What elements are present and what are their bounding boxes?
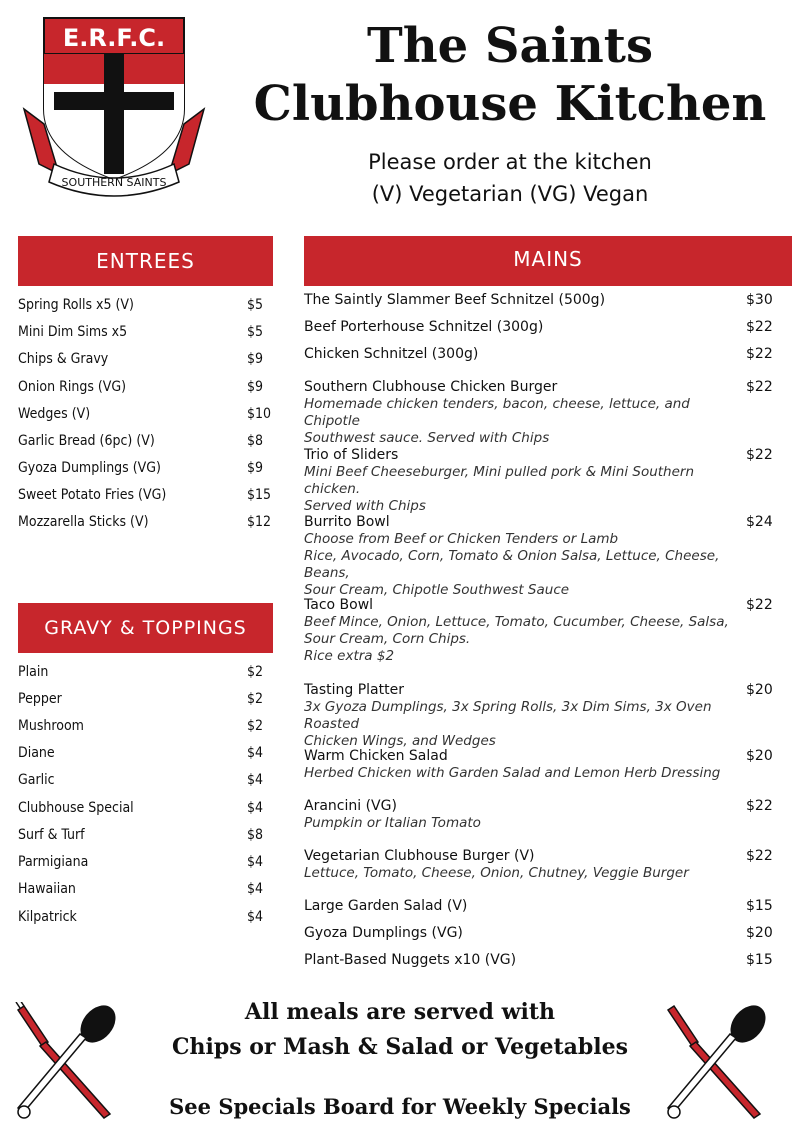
- gravy-item: [18, 691, 273, 718]
- main-price: $24: [746, 514, 773, 530]
- main-name: Gyoza Dumplings (VG): [304, 925, 463, 941]
- entree-price: $5: [247, 324, 264, 340]
- gravy-item: [18, 827, 273, 854]
- main-description: Lettuce, Tomato, Cheese, Onion, Chutney, Veggie Burger: [304, 865, 689, 881]
- gravy-item: [18, 881, 273, 908]
- entree-item: [18, 406, 273, 433]
- main-item: [304, 925, 792, 949]
- main-description: Pumpkin or Italian Tomato: [304, 815, 481, 831]
- main-name: Tasting Platter: [304, 682, 404, 698]
- page-title-line-2: Clubhouse Kitchen: [253, 76, 767, 132]
- main-price: $22: [746, 379, 773, 395]
- main-price: $22: [746, 597, 773, 613]
- main-item: [304, 682, 792, 749]
- main-item: [304, 952, 792, 976]
- gravy-price: $4: [247, 881, 264, 897]
- gravy-name: Clubhouse Special: [18, 800, 134, 816]
- entree-name: Wedges (V): [18, 406, 91, 422]
- main-price: $22: [746, 848, 773, 864]
- gravy-name: Surf & Turf: [18, 827, 85, 843]
- club-crest-icon: [14, 14, 214, 204]
- main-name: Arancini (VG): [304, 798, 397, 814]
- entree-price: $10: [247, 406, 272, 422]
- main-price: $20: [746, 925, 773, 941]
- main-name: The Saintly Slammer Beef Schnitzel (500g): [304, 292, 606, 308]
- main-item: [304, 798, 792, 838]
- entree-item: [18, 433, 273, 460]
- entree-price: $8: [247, 433, 264, 449]
- logo-banner-text: SOUTHERN SAINTS: [61, 176, 167, 189]
- entree-item: [18, 297, 273, 324]
- entree-item: [18, 379, 273, 406]
- served-with-line-2: Chips or Mash & Salad or Vegetables: [171, 1034, 629, 1060]
- main-item: [304, 319, 792, 343]
- main-item: [304, 848, 792, 888]
- main-name: Beef Porterhouse Schnitzel (300g): [304, 319, 544, 335]
- entree-name: Mini Dim Sims x5: [18, 324, 128, 340]
- gravy-price: $4: [247, 800, 264, 816]
- entree-item: [18, 351, 273, 378]
- entree-item: [18, 460, 273, 487]
- gravy-name: Parmigiana: [18, 854, 89, 870]
- entree-price: $9: [247, 351, 264, 367]
- main-name: Burrito Bowl: [304, 514, 390, 530]
- gravy-price: $4: [247, 854, 264, 870]
- main-name: Trio of Sliders: [304, 447, 399, 463]
- gravy-name: Hawaiian: [18, 881, 76, 897]
- entree-price: $15: [247, 487, 272, 503]
- main-price: $15: [746, 952, 773, 968]
- gravy-name: Garlic: [18, 772, 55, 788]
- page-title-line-1: The Saints: [367, 18, 653, 74]
- entree-price: $9: [247, 379, 264, 395]
- fork-and-spoon-icon: [660, 1002, 770, 1122]
- main-item: [304, 514, 792, 598]
- gravy-name: Pepper: [18, 691, 62, 707]
- gravy-price: $4: [247, 745, 264, 761]
- gravy-name: Kilpatrick: [18, 909, 77, 925]
- entree-name: Mozzarella Sticks (V): [18, 514, 149, 530]
- gravy-price: $4: [247, 909, 264, 925]
- main-item: [304, 597, 792, 673]
- entree-item: [18, 514, 273, 541]
- gravy-price: $2: [247, 691, 264, 707]
- main-description: Homemade chicken tenders, bacon, cheese, lettuce, and Chipotle Southwest sauce. Served with Chips: [304, 396, 690, 446]
- main-description: Choose from Beef or Chicken Tenders or Lamb Rice, Avocado, Corn, Tomato & Onion Salsa, Lettuce, Cheese, Beans, Sour Cream, Chipotle Southwest Sauce: [304, 531, 720, 598]
- gravy-item: [18, 745, 273, 772]
- gravy-item: [18, 800, 273, 827]
- entree-price: $9: [247, 460, 264, 476]
- entree-price: $5: [247, 297, 264, 313]
- main-description: 3x Gyoza Dumplings, 3x Spring Rolls, 3x Dim Sims, 3x Oven Roasted Chicken Wings, and Wedges: [304, 699, 712, 749]
- entree-name: Sweet Potato Fries (VG): [18, 487, 167, 503]
- gravy-item: [18, 664, 273, 691]
- main-price: $20: [746, 748, 773, 764]
- entree-item: [18, 487, 273, 514]
- entree-item: [18, 324, 273, 351]
- gravy-price: $4: [247, 772, 264, 788]
- gravy-name: Diane: [18, 745, 55, 761]
- main-description: Herbed Chicken with Garden Salad and Lemon Herb Dressing: [304, 765, 721, 781]
- main-price: $30: [746, 292, 773, 308]
- specials-note: See Specials Board for Weekly Specials: [169, 1094, 631, 1119]
- fork-and-spoon-icon: [10, 1002, 120, 1122]
- main-item: [304, 748, 792, 788]
- main-description: Beef Mince, Onion, Lettuce, Tomato, Cucumber, Cheese, Salsa, Sour Cream, Corn Chips. Rice extra $2: [304, 614, 729, 664]
- entrees-heading: ENTREES: [18, 236, 273, 286]
- main-price: $22: [746, 798, 773, 814]
- order-instruction: Please order at the kitchen: [368, 150, 652, 174]
- main-name: Plant-Based Nuggets x10 (VG): [304, 952, 517, 968]
- main-name: Vegetarian Clubhouse Burger (V): [304, 848, 535, 864]
- main-name: Warm Chicken Salad: [304, 748, 448, 764]
- gravy-name: Mushroom: [18, 718, 84, 734]
- gravy-item: [18, 909, 273, 936]
- gravy-item: [18, 772, 273, 799]
- main-name: Chicken Schnitzel (300g): [304, 346, 479, 362]
- gravy-name: Plain: [18, 664, 49, 680]
- gravy-price: $8: [247, 827, 264, 843]
- mains-heading: MAINS: [304, 236, 792, 286]
- entree-name: Onion Rings (VG): [18, 379, 127, 395]
- main-item: [304, 379, 792, 446]
- gravy-item: [18, 854, 273, 881]
- entree-name: Spring Rolls x5 (V): [18, 297, 134, 313]
- logo-text: E.R.F.C.: [62, 24, 166, 52]
- gravy-item: [18, 718, 273, 745]
- main-name: Southern Clubhouse Chicken Burger: [304, 379, 558, 395]
- entree-name: Chips & Gravy: [18, 351, 109, 367]
- gravy-toppings-heading: GRAVY & TOPPINGS: [18, 603, 273, 653]
- entree-name: Garlic Bread (6pc) (V): [18, 433, 155, 449]
- served-with-line-1: All meals are served with: [244, 999, 556, 1025]
- main-item: [304, 346, 792, 370]
- main-item: [304, 447, 792, 514]
- main-price: $20: [746, 682, 773, 698]
- main-price: $15: [746, 898, 773, 914]
- main-name: Large Garden Salad (V): [304, 898, 468, 914]
- dietary-legend: (V) Vegetarian (VG) Vegan: [371, 182, 649, 206]
- main-name: Taco Bowl: [304, 597, 374, 613]
- entree-price: $12: [247, 514, 272, 530]
- main-price: $22: [746, 319, 773, 335]
- main-price: $22: [746, 346, 773, 362]
- entree-name: Gyoza Dumplings (VG): [18, 460, 161, 476]
- main-item: [304, 898, 792, 922]
- main-price: $22: [746, 447, 773, 463]
- gravy-price: $2: [247, 718, 264, 734]
- gravy-price: $2: [247, 664, 264, 680]
- main-description: Mini Beef Cheeseburger, Mini pulled pork & Mini Southern chicken. Served with Chips: [304, 464, 695, 514]
- main-item: [304, 292, 792, 316]
